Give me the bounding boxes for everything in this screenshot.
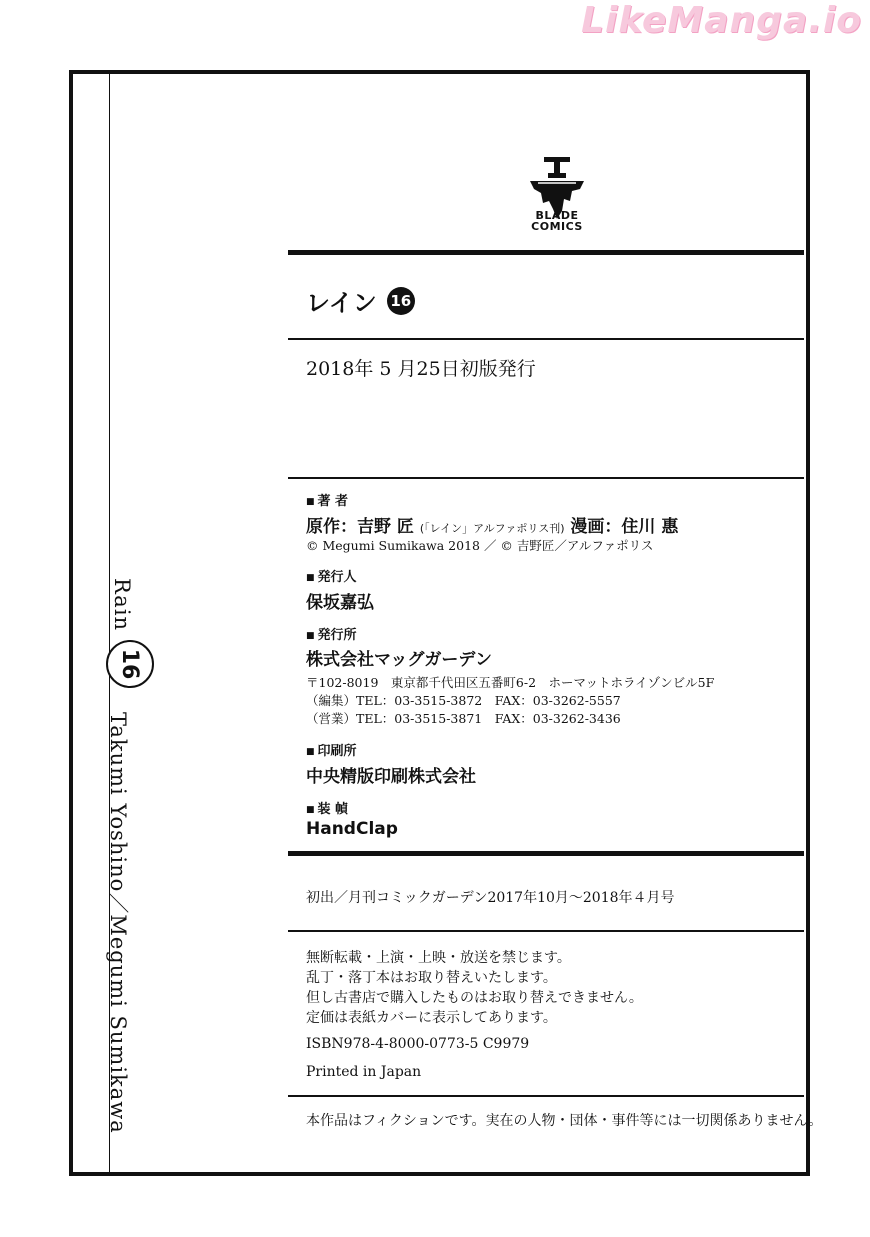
printed-in: Printed in Japan	[306, 1064, 422, 1080]
divider	[288, 477, 804, 479]
publisher-label: ■ 発行所	[306, 624, 357, 643]
divider	[288, 250, 804, 255]
publisher-person-name: 保坂嘉弘	[306, 593, 374, 613]
notice-line: 定価は表紙カバーに表示してあります。	[306, 1010, 557, 1026]
publisher-edit-tel: （編集）TEL：03-3515-3872 FAX：03-3262-5557	[306, 693, 621, 708]
fiction-note: 本作品はフィクションです。実在の人物・団体・事件等には一切関係ありません。	[306, 1113, 823, 1129]
divider	[288, 930, 804, 932]
volume-badge: 16	[387, 287, 415, 315]
notice-line: 但し古書店で購入したものはお取り替えできません。	[306, 990, 643, 1006]
copyright: © Megumi Sumikawa 2018 ／ © 吉野匠／アルファポリス	[306, 538, 654, 553]
publisher-person-label: ■ 発行人	[306, 566, 357, 585]
publisher-name: 株式会社マッグガーデン	[306, 650, 492, 670]
watermark: LikeManga.io	[581, 0, 862, 41]
title-text: レイン	[306, 289, 377, 317]
notice-line: 無断転載・上演・上映・放送を禁じます。	[306, 950, 571, 966]
divider	[288, 1095, 804, 1097]
spine-title: Rain	[110, 578, 134, 632]
author-line	[306, 512, 678, 537]
original-author: 原作：吉野 匠	[306, 517, 414, 537]
logo-word-comics: COMICS	[531, 220, 583, 233]
original-note: (「レイン」アルファポリス刊)	[419, 522, 565, 535]
author-section-label: ■ 著 者	[306, 490, 348, 509]
spine-authors: Takumi Yoshino／Megumi Sumikawa	[106, 712, 130, 1134]
printer-name: 中央精版印刷株式会社	[306, 767, 476, 787]
printer-label: ■ 印刷所	[306, 740, 357, 759]
first-appearance: 初出／月刊コミックガーデン2017年10月～2018年４月号	[306, 890, 675, 906]
spine-volume-badge: 16	[106, 640, 154, 688]
publisher-address: 〒102-8019 東京都千代田区五番町6-2 ホーマットホライゾンビル5F	[306, 675, 715, 690]
notice-line: 乱丁・落丁本はお取り替えいたします。	[306, 970, 557, 986]
publisher-sales-tel: （営業）TEL：03-3515-3871 FAX：03-3262-3436	[306, 711, 621, 726]
isbn: ISBN978-4-8000-0773-5 C9979	[306, 1036, 530, 1052]
manga-artist: 漫画：住川 惠	[570, 517, 679, 537]
book-title	[306, 283, 415, 318]
divider	[288, 851, 804, 856]
first-edition-date: 2018年 5 月25日初版発行	[306, 358, 536, 380]
design-name: HandClap	[306, 819, 398, 839]
logo-word-blade: BLADE	[535, 209, 579, 222]
divider	[288, 338, 804, 340]
design-label: ■ 装 幀	[306, 798, 348, 817]
